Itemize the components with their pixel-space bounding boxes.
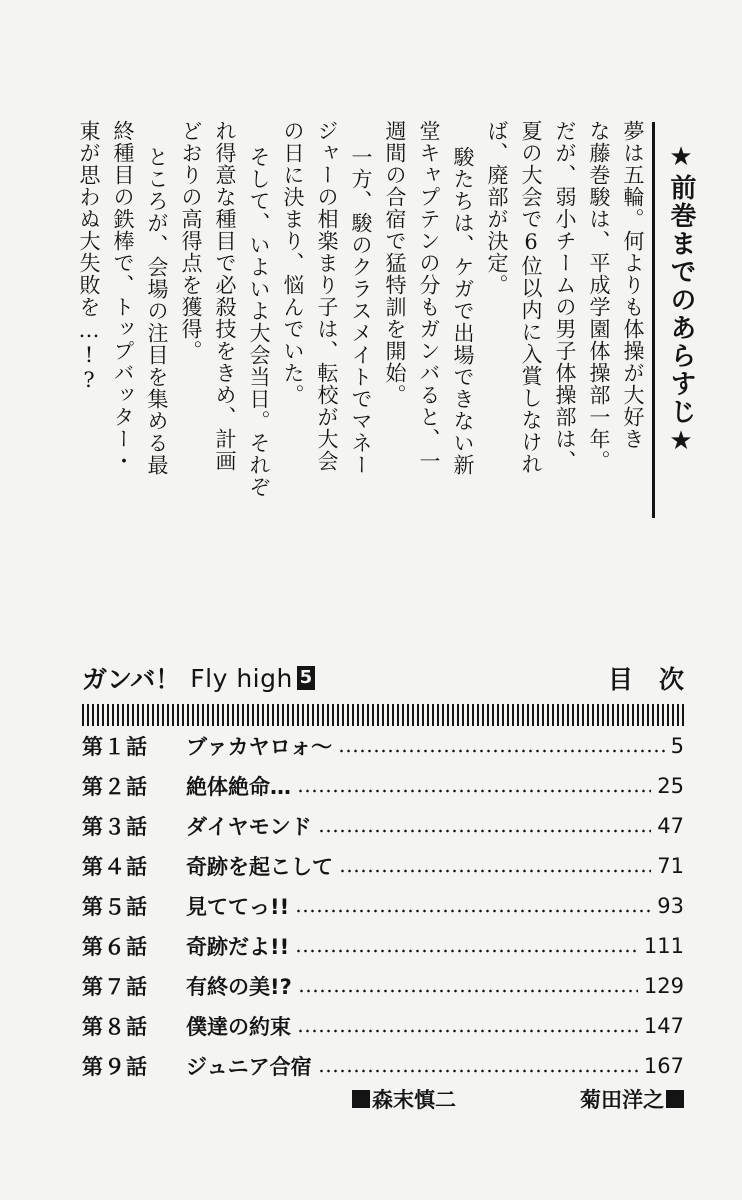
chapter-page: 5: [670, 734, 684, 758]
chapter-number: 第２話: [82, 775, 148, 799]
chapter-title: 僕達の約束: [186, 1015, 291, 1039]
toc-row[interactable]: [82, 966, 684, 1006]
chapter-page: 25: [657, 774, 684, 798]
chapter-title: 絶体絶命…: [186, 775, 291, 799]
chapter-title: ダイヤモンド: [186, 815, 312, 839]
synopsis-line: な藤巻駿は、平成学園体操部一年。: [587, 120, 611, 472]
story-author: 森末慎二: [372, 1088, 456, 1112]
chapter-number: 第９話: [82, 1055, 148, 1079]
synopsis-line: ところが、会場の注目を集める最: [145, 146, 169, 476]
dot-leader: [295, 949, 638, 953]
synopsis-line: ジャーの相楽まり子は、転校が大会: [315, 120, 339, 472]
credit-story: [352, 1084, 456, 1114]
toc-row[interactable]: [82, 766, 684, 806]
synopsis-line: 終種目の鉄棒で、トップバッター・: [111, 120, 135, 472]
hatch-divider: [82, 704, 684, 726]
chapter-page: 93: [657, 894, 684, 918]
credits: [352, 1084, 684, 1114]
square-bullet-icon: [666, 1090, 684, 1108]
synopsis-line: 夢は五輪。何よりも体操が大好き: [621, 120, 645, 450]
chapter-title: ジュニア合宿: [186, 1055, 312, 1079]
chapter-page: 147: [643, 1014, 684, 1038]
chapter-number: 第３話: [82, 815, 148, 839]
dot-leader: [339, 869, 651, 873]
chapter-title: 有終の美!?: [186, 975, 292, 999]
toc-row[interactable]: [82, 726, 684, 766]
chapter-page: 129: [643, 974, 684, 998]
toc-header: [82, 656, 710, 694]
synopsis-line: どおりの高得点を獲得。: [179, 120, 203, 362]
synopsis-line: 堂キャプテンの分もガンバると、一: [417, 120, 441, 472]
synopsis-line: れ得意な種目で必殺技をきめ、計画: [213, 120, 237, 472]
chapter-number: 第７話: [82, 975, 148, 999]
chapter-number: 第８話: [82, 1015, 148, 1039]
chapter-title: 奇跡だよ!!: [186, 935, 290, 959]
dot-leader: [338, 749, 664, 753]
synopsis-line: 一方、駿のクラスメイトでマネー: [349, 146, 373, 476]
synopsis-line: だが、弱小チームの男子体操部は、: [553, 120, 577, 472]
chapter-title: 奇跡を起こして: [186, 855, 333, 879]
dot-leader: [298, 989, 638, 993]
series-subtitle: Fly high: [190, 663, 293, 693]
chapter-page: 47: [657, 814, 684, 838]
toc-row[interactable]: [82, 1046, 684, 1086]
chapter-page: 167: [643, 1054, 684, 1078]
chapter-page: 111: [643, 934, 684, 958]
toc-list: [82, 726, 684, 1086]
synopsis-line: 東が思わぬ大失敗を…!?: [77, 120, 101, 393]
toc-row[interactable]: [82, 926, 684, 966]
dot-leader: [318, 1069, 638, 1073]
toc-row[interactable]: [82, 846, 684, 886]
toc-row[interactable]: [82, 806, 684, 846]
volume-badge: 5: [297, 666, 315, 690]
square-bullet-icon: [352, 1090, 370, 1108]
credit-art: [580, 1084, 684, 1114]
synopsis-heading: ★前巻までのあらすじ★: [666, 142, 696, 458]
dot-leader: [297, 789, 651, 793]
series-title-main: ガンバ！: [82, 665, 181, 694]
synopsis-line: 駿たちは、ケガで出場できない新: [451, 146, 475, 476]
chapter-number: 第５話: [82, 895, 148, 919]
art-author: 菊田洋之: [580, 1088, 664, 1112]
chapter-title: ブァカヤロォ〜: [186, 735, 333, 759]
synopsis-line: の日に決まり、悩んでいた。: [281, 120, 305, 406]
chapter-page: 71: [657, 854, 684, 878]
toc-row[interactable]: [82, 1006, 684, 1046]
synopsis-line: そして、いよいよ大会当日。それぞ: [247, 146, 271, 498]
toc-label: 目次: [607, 665, 710, 694]
chapter-number: 第４話: [82, 855, 148, 879]
synopsis-line: ば、廃部が決定。: [485, 120, 509, 296]
dot-leader: [295, 909, 651, 913]
synopsis-line: 夏の大会で6位以内に入賞しなけれ: [519, 120, 543, 475]
synopsis-heading-frame: [652, 122, 701, 518]
synopsis-line: 週間の合宿で猛特訓を開始。: [383, 120, 407, 406]
toc-row[interactable]: [82, 886, 684, 926]
synopsis-text: [78, 120, 646, 520]
dot-leader: [318, 829, 652, 833]
chapter-number: 第６話: [82, 935, 148, 959]
chapter-title: 見ててっ!!: [186, 895, 290, 919]
series-title: [82, 660, 315, 696]
chapter-number: 第１話: [82, 735, 148, 759]
dot-leader: [297, 1029, 638, 1033]
